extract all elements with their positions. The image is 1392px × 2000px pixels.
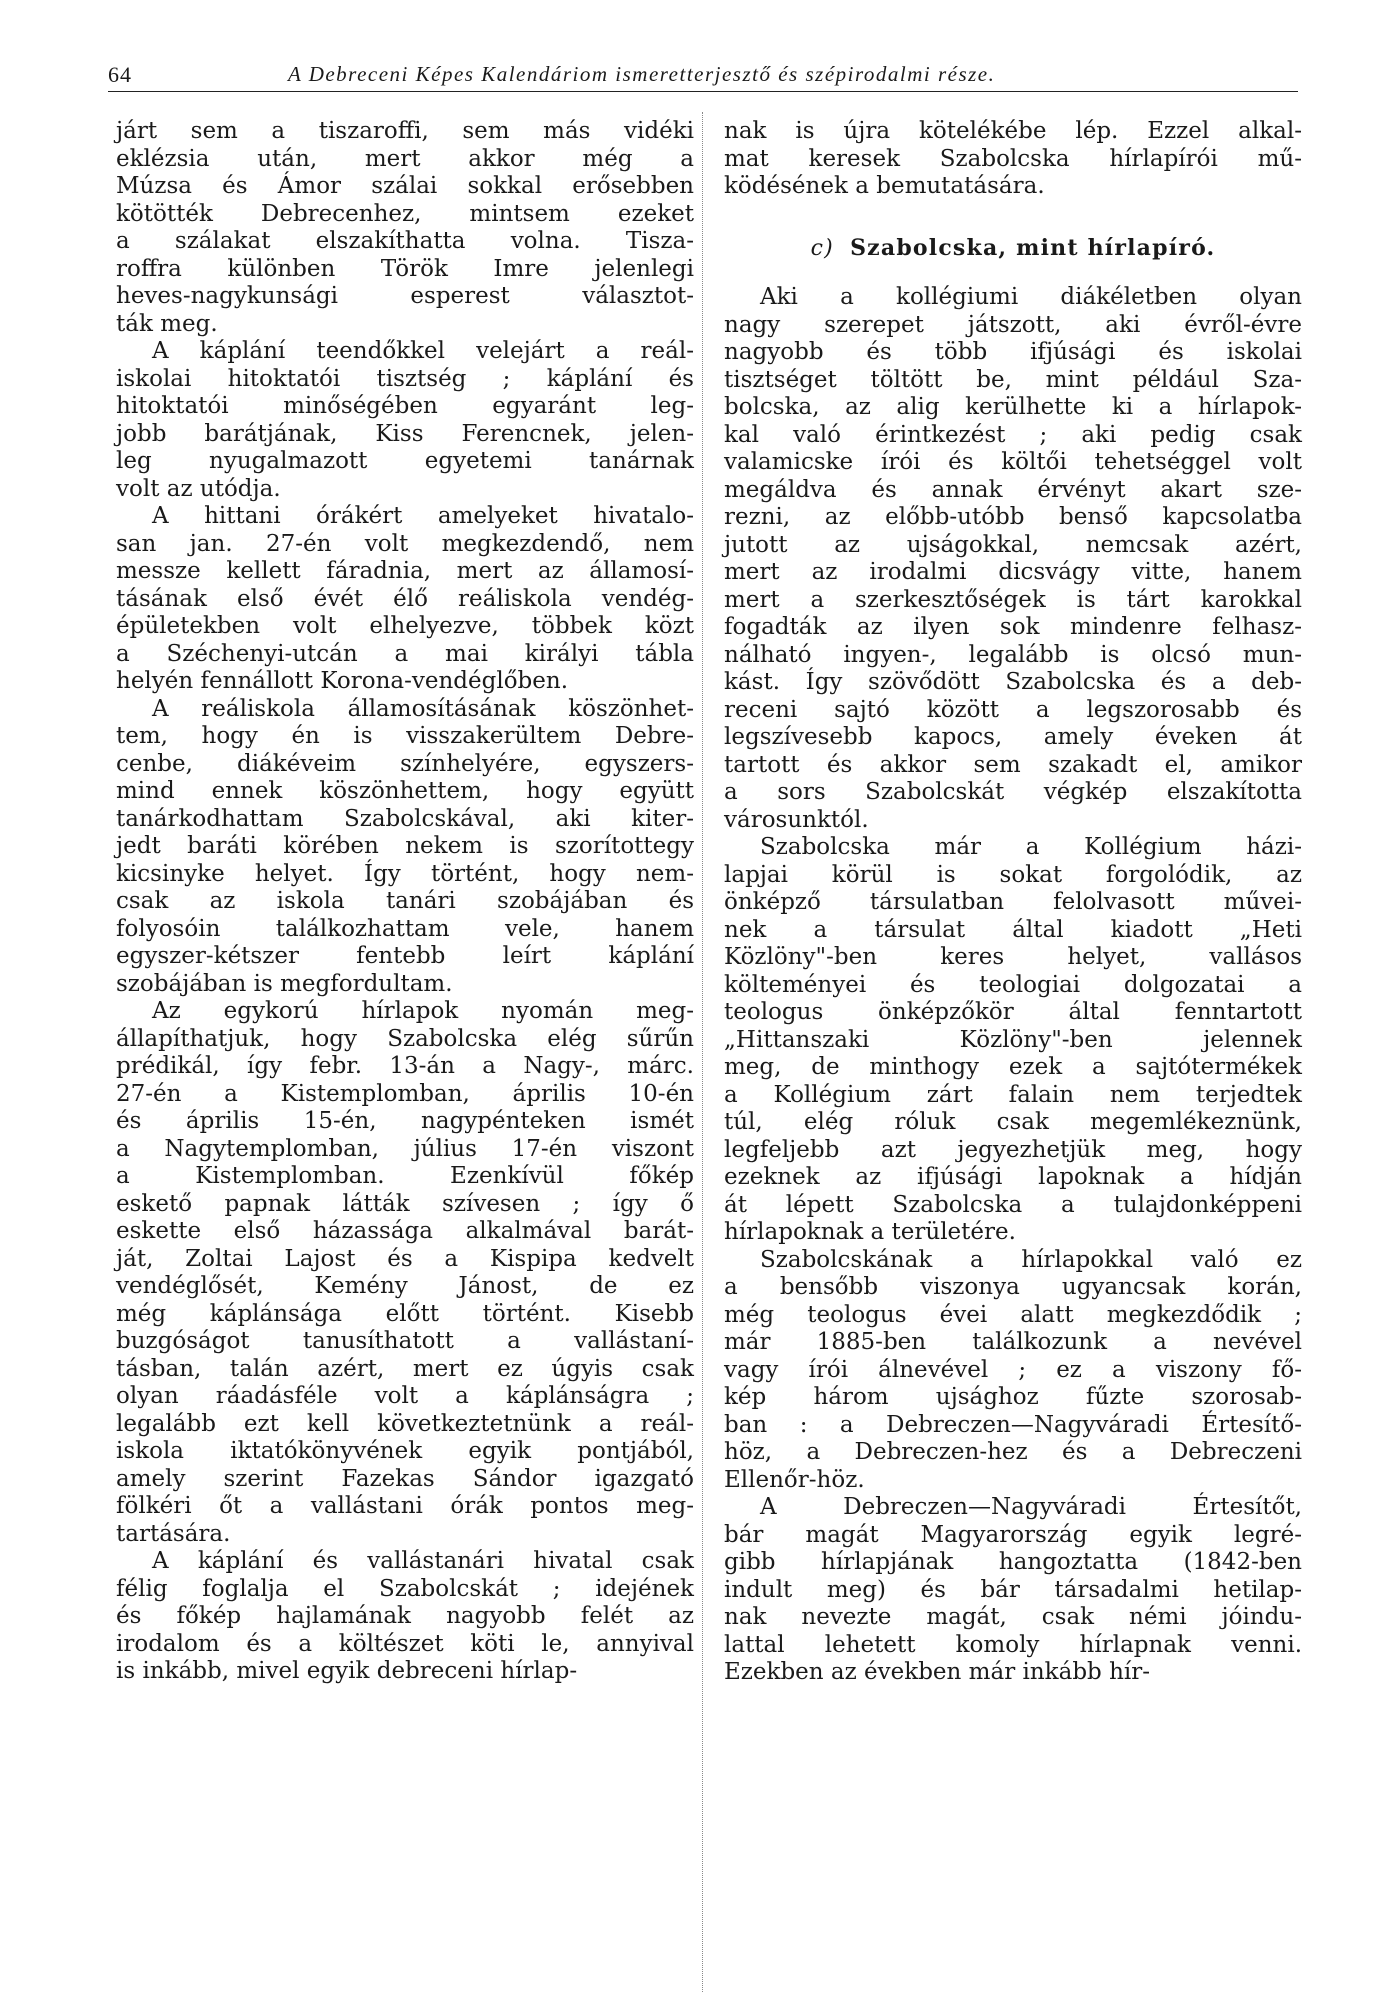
text-line: ezeknek az ifjúsági lapoknak a hídján	[724, 1164, 1302, 1190]
text-line: nálható ingyen-, legalább is olcsó mun-	[724, 641, 1302, 668]
text-line: és főkép hajlamának nagyobb felét az	[116, 1603, 694, 1629]
text-line: ban : a Debreczen—Nagyváradi Értesítő-	[724, 1411, 1302, 1438]
text-line: jobb barátjának, Kiss Ferencnek, jelen-	[116, 420, 694, 447]
text-line: iskolai hitoktatói tisztség ; káplání és	[116, 365, 694, 392]
text-line: még teologus évei alatt megkezdődik ;	[724, 1301, 1302, 1328]
text-line: még káplánsága előtt történt. Kisebb	[116, 1300, 694, 1327]
text-line: jutott az ujságokkal, nemcsak azért,	[724, 531, 1302, 558]
text-line: Ezekben az években már inkább hír-	[724, 1659, 1151, 1685]
text-line: tem, hogy én is visszakerültem Debre-	[116, 723, 694, 749]
text-line: folyosóin találkozhattam vele, hanem	[116, 915, 694, 942]
text-line: költeményei és teologiai dolgozatai a	[724, 971, 1302, 998]
text-line: mind ennek köszönhettem, hogy együtt	[116, 778, 694, 804]
text-line: félig foglalja el Szabolcskát ; idejének	[116, 1575, 694, 1602]
text-line: prédikál, így febr. 13-án a Nagy-, márc.	[116, 1053, 694, 1079]
text-line: Múzsa és Ámor szálai sokkal erősebben	[116, 173, 694, 199]
text-line: roffra különben Török Imre jelenlegi	[116, 255, 694, 282]
text-line: a sors Szabolcskát végkép elszakította	[724, 779, 1302, 805]
text-line: mert az irodalmi dicsvágy vitte, hanem	[724, 559, 1302, 585]
text-line: nek a társulat által kiadott „Heti	[724, 916, 1302, 943]
text-line: bolcska, az alig kerülhette ki a hírlapok-	[724, 394, 1302, 420]
text-line: A káplání teendőkkel velejárt a reál-	[152, 338, 694, 364]
text-line: kép három ujsághoz fűzte szorosab-	[724, 1384, 1302, 1410]
text-line: A káplání és vallástanári hivatal csak	[152, 1548, 694, 1574]
text-line: túl, elég róluk csak megemlékeznünk,	[724, 1109, 1302, 1135]
text-line: A reáliskola államosításának köszönhet-	[152, 695, 694, 722]
text-line: kicsinyke helyet. Így történt, hogy nem-	[116, 860, 694, 887]
text-line: tanárkodhattam Szabolcskával, aki kiter-	[116, 805, 694, 832]
text-line: jedt baráti körében nekem is szorítottegy	[116, 833, 694, 859]
text-line: eskette első házassága alkalmával barát-	[116, 1218, 694, 1244]
header-rule	[108, 91, 1298, 92]
text-line: meg, de minthogy ezek a sajtótermékek	[724, 1054, 1302, 1080]
text-line: messze kellett fáradnia, mert az államosí-	[116, 558, 694, 584]
text-line: állapíthatjuk, hogy Szabolcska elég sűrűn	[116, 1025, 694, 1052]
text-line: receni sajtó között a legszorosabb és	[724, 696, 1302, 723]
text-line: épületekben volt elhelyezve, többek közt	[116, 613, 694, 639]
text-line: mert a szerkesztőségek is tárt karokkal	[724, 586, 1302, 613]
text-line: a szálakat elszakíthatta volna. Tisza-	[116, 228, 694, 254]
text-line: nagy szerepet játszott, aki évről-évre	[724, 311, 1302, 338]
text-line: át lépett Szabolcska a tulajdonképpeni	[724, 1191, 1302, 1218]
text-line: tartott és akkor sem szakadt el, amikor	[724, 751, 1302, 778]
running-title: A Debreceni Képes Kalendáriom ismeretterjesztő és szépirodalmi része.	[288, 62, 996, 86]
text-line: hírlapoknak a területére.	[724, 1219, 1016, 1245]
text-line: vendéglősét, Kemény Jánost, de ez	[116, 1273, 694, 1299]
text-line: indult meg) és bár társadalmi hetilap-	[724, 1576, 1302, 1603]
text-line: a Széchenyi-utcán a mai királyi tábla	[116, 640, 694, 667]
text-line: kást. Így szövődött Szabolcska és a deb-	[724, 669, 1302, 695]
text-line: eskető papnak látták szívesen ; így ő	[116, 1190, 694, 1217]
text-line: A hittani órákért amelyeket hivatalo-	[152, 503, 694, 529]
text-line: „Hittanszaki Közlöny"-ben jelennek	[724, 1026, 1302, 1053]
section-heading-text: Szabolcska, mint hírlapíró.	[850, 234, 1216, 261]
text-line: Aki a kollégiumi diákéletben olyan	[760, 284, 1302, 310]
text-line: lattal lehetett komoly hírlapnak venni.	[724, 1631, 1302, 1658]
text-line: legfeljebb azt jegyezhetjük meg, hogy	[724, 1136, 1302, 1163]
text-line: Közlöny"-ben keres helyet, vallásos	[724, 944, 1302, 970]
text-line: a Kollégium zárt falain nem terjedtek	[724, 1081, 1302, 1108]
text-line: kal való érintkezést ; aki pedig csak	[724, 421, 1302, 448]
text-line: nagyobb és több ifjúsági és iskolai	[724, 339, 1302, 365]
text-line: gibb hírlapjának hangoztatta (1842-ben	[724, 1549, 1302, 1575]
text-line: a bensőbb viszonya ugyancsak korán,	[724, 1274, 1302, 1300]
text-line: ták meg.	[116, 310, 218, 337]
text-line: egyszer-kétszer fentebb leírt káplání	[116, 943, 694, 969]
text-line: legszívesebb kapocs, amely éveken át	[724, 724, 1302, 750]
text-line: kötötték Debrecenhez, mintsem ezeket	[116, 200, 694, 227]
text-line: tásban, talán azért, mert ez úgyis csak	[116, 1355, 694, 1382]
text-line: A Debreczen—Nagyváradi Értesítőt,	[760, 1494, 1302, 1520]
text-line: Szabolcska már a Kollégium házi-	[760, 834, 1302, 860]
section-heading-letter: c)	[810, 235, 834, 261]
text-line: szobájában is megfordultam.	[116, 970, 453, 997]
text-line: volt az utódja.	[116, 475, 281, 502]
text-line: fölkéri őt a vallástani órák pontos meg-	[116, 1493, 694, 1519]
text-line: ködésének a bemutatására.	[724, 173, 1045, 199]
text-line: járt sem a tiszaroffi, sem más vidéki	[116, 118, 694, 144]
text-line: mat keresek Szabolcska hírlapírói mű-	[724, 145, 1302, 172]
text-line: bár magát Magyarország egyik legré-	[724, 1521, 1302, 1548]
text-line: hitoktatói minőségében egyaránt leg-	[116, 393, 694, 419]
text-line: teologus önképzőkör által fenntartott	[724, 999, 1302, 1025]
text-line: heves-nagykunsági esperest választot-	[116, 283, 694, 309]
text-line: tartására.	[116, 1520, 231, 1547]
text-line: ját, Zoltai Lajost és a Kispipa kedvelt	[116, 1245, 694, 1272]
text-line: csak az iskola tanári szobájában és	[116, 888, 694, 914]
section-heading	[724, 235, 1302, 263]
text-line: a Nagytemplomban, július 17-én viszont	[116, 1135, 694, 1162]
text-line: valamicske írói és költői tehetséggel volt	[724, 449, 1302, 475]
text-line: 27-én a Kistemplomban, április 10-én	[116, 1080, 694, 1107]
text-line: nak nevezte magát, csak némi jóindu-	[724, 1604, 1302, 1630]
text-line: höz, a Debreczen-hez és a Debreczeni	[724, 1439, 1302, 1465]
page-header	[108, 56, 1298, 90]
text-line: fogadták az ilyen sok mindenre felhasz-	[724, 614, 1302, 640]
text-line: rezni, az előbb-utóbb benső kapcsolatba	[724, 504, 1302, 530]
text-line: san jan. 27-én volt megkezdendő, nem	[116, 530, 694, 557]
text-line: buzgóságot tanusíthatott a vallástaní-	[116, 1328, 694, 1354]
text-line: eklézsia után, mert akkor még a	[116, 145, 694, 172]
text-line: lapjai körül is sokat forgolódik, az	[724, 861, 1302, 888]
text-line: is inkább, mivel egyik debreceni hírlap-	[116, 1658, 578, 1684]
text-line: iskola iktatókönyvének egyik pontjából,	[116, 1438, 694, 1464]
left-column	[116, 118, 694, 1686]
text-line: olyan ráadásféle volt a káplánságra ;	[116, 1383, 694, 1409]
text-line: vagy írói álnevével ; ez a viszony fő-	[724, 1356, 1302, 1383]
text-line: irodalom és a költészet köti le, annyival	[116, 1630, 694, 1657]
text-line: nak is újra kötelékébe lép. Ezzel alkal-	[724, 118, 1302, 144]
text-line: és április 15-én, nagypénteken ismét	[116, 1108, 694, 1134]
text-line: amely szerint Fazekas Sándor igazgató	[116, 1465, 694, 1492]
page-number: 64	[108, 62, 132, 87]
column-divider	[702, 112, 703, 1992]
text-line: cenbe, diákéveim színhelyére, egyszers-	[116, 750, 694, 777]
right-column-body	[724, 284, 1302, 1687]
text-line: már 1885-ben találkozunk a nevével	[724, 1329, 1302, 1355]
right-column-top	[724, 118, 1302, 201]
text-line: Szabolcskának a hírlapokkal való ez	[760, 1246, 1302, 1273]
text-line: városunktól.	[724, 806, 869, 833]
right-column	[724, 118, 1302, 1687]
text-line: legalább ezt kell következtetnünk a reál-	[116, 1410, 694, 1437]
text-line: önképző társulatban felolvasott művei-	[724, 889, 1302, 915]
text-line: helyén fennállott Korona-vendéglőben.	[116, 668, 569, 694]
text-line: tisztséget töltött be, mint például Sza-	[724, 366, 1302, 393]
text-line: megáldva és annak érvényt akart sze-	[724, 476, 1302, 503]
text-line: leg nyugalmazott egyetemi tanárnak	[116, 448, 694, 474]
text-line: Ellenőr-höz.	[724, 1466, 865, 1493]
text-line: Az egykorú hírlapok nyomán meg-	[152, 998, 694, 1024]
text-line: tásának első évét élő reáliskola vendég-	[116, 585, 694, 612]
text-line: a Kistemplomban. Ezenkívül főkép	[116, 1163, 694, 1189]
